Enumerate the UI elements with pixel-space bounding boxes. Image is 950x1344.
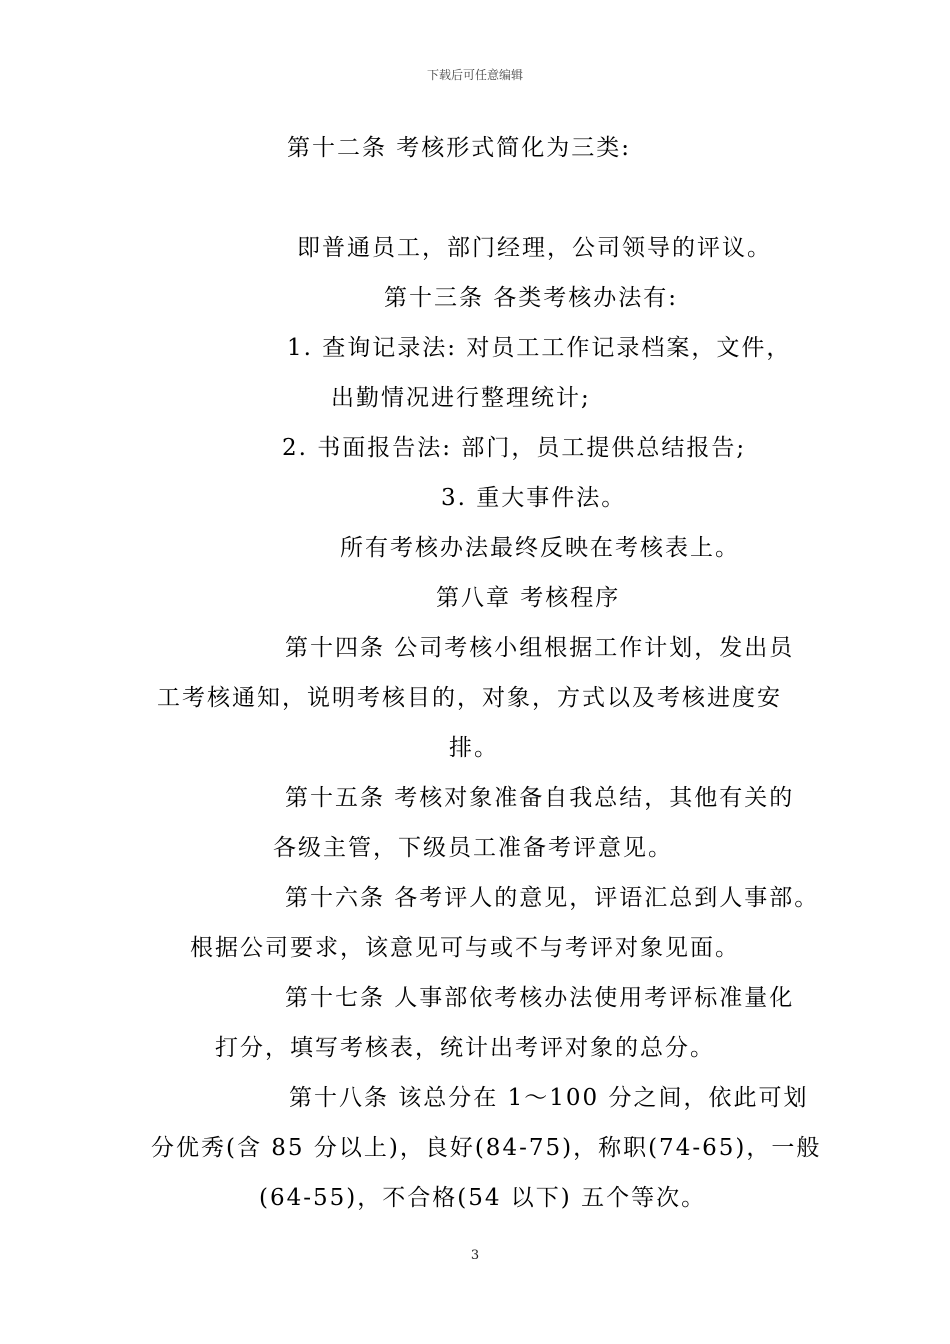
text-line: 打分，填写考核表，统计出考评对象的总分。 — [215, 1035, 715, 1061]
text-line: 所有考核办法最终反映在考核表上。 — [340, 535, 740, 561]
text-line: 第十四条 公司考核小组根据工作计划，发出员 — [285, 635, 795, 661]
text-line: 排。 — [449, 735, 499, 761]
text-line: 分优秀(含 85 分以上)，良好(84-75)，称职(74-65)，一般 — [151, 1135, 822, 1161]
text-line: 工考核通知，说明考核目的，对象，方式以及考核进度安 — [157, 685, 782, 711]
text-line: 2. 书面报告法: 部门，员工提供总结报告; — [282, 435, 747, 461]
text-line: 即普通员工，部门经理，公司领导的评议。 — [297, 235, 772, 261]
text-line: 第十七条 人事部依考核办法使用考评标准量化 — [285, 985, 795, 1011]
text-line: 各级主管，下级员工准备考评意见。 — [273, 835, 673, 861]
text-line: 第十二条 考核形式简化为三类: — [287, 135, 632, 161]
text-line: 第十六条 各考评人的意见，评语汇总到人事部。 — [285, 885, 820, 911]
text-line: 第十五条 考核对象准备自我总结，其他有关的 — [285, 785, 795, 811]
text-line: 根据公司要求，该意见可与或不与考评对象见面。 — [190, 935, 740, 961]
text-line: 第十八条 该总分在 1～100 分之间，依此可划 — [289, 1085, 809, 1111]
chapter-heading: 第八章 考核程序 — [436, 585, 621, 611]
text-line: 1. 查询记录法: 对员工工作记录档案，文件， — [287, 335, 792, 361]
text-line: 3. 重大事件法。 — [441, 485, 627, 511]
text-line: 出勤情况进行整理统计; — [331, 385, 591, 411]
text-line: 第十三条 各类考核办法有: — [384, 285, 679, 311]
text-line: (64-55)，不合格(54 以下) 五个等次。 — [259, 1185, 707, 1211]
page-header: 下载后可任意编辑 — [426, 68, 523, 82]
page-number: 3 — [470, 1248, 480, 1263]
